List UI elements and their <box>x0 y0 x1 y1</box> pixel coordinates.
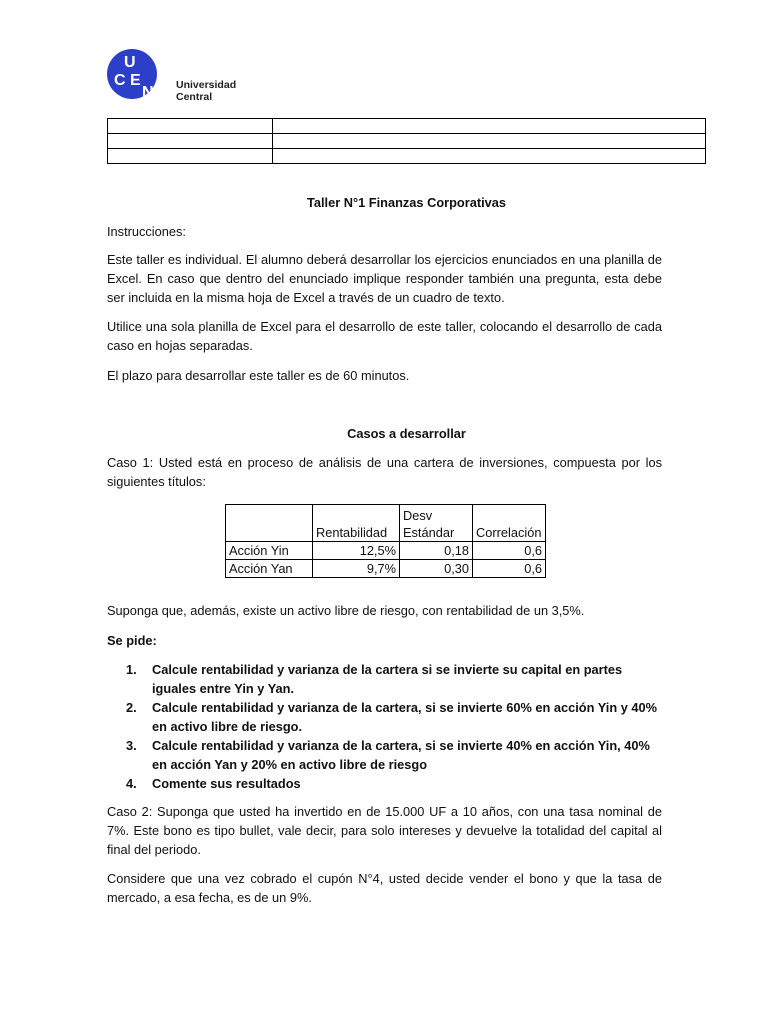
table-cell: 0,18 <box>400 542 473 560</box>
university-name-line1: Universidad <box>176 79 237 91</box>
casos-title: Casos a desarrollar <box>347 426 466 441</box>
table-cell[interactable] <box>108 134 273 149</box>
caso1-intro: Caso 1: Usted está en proceso de análisis de una cartera de inversiones, compuesta por los siguientes títulos: <box>107 455 662 489</box>
list-number: 3. <box>126 738 137 753</box>
table-cell[interactable] <box>273 149 706 164</box>
list-item <box>126 774 666 793</box>
table-cell: 12,5% <box>313 542 400 560</box>
se-pide-label: Se pide: <box>107 633 157 648</box>
table-cell[interactable] <box>273 119 706 134</box>
logo-letter-c: C <box>114 72 126 89</box>
table-cell: 0,6 <box>473 542 546 560</box>
table-header-row <box>226 505 546 542</box>
paragraph-3: El plazo para desarrollar este taller es de 60 minutos. <box>107 368 410 383</box>
table-cell: 0,6 <box>473 560 546 578</box>
list-item <box>126 736 666 774</box>
university-name-line2: Central <box>176 91 213 103</box>
document-title: Taller N°1 Finanzas Corporativas <box>306 195 507 210</box>
list-text: Comente sus resultados <box>152 776 301 791</box>
instructions-label: Instrucciones: <box>107 224 186 239</box>
list-text: Calcule rentabilidad y varianza de la cartera, si se invierte 40% en acción Yin, 40% en acción Yan y 20% en activo libre de riesgo <box>152 738 650 772</box>
university-name <box>176 79 236 103</box>
table-row <box>108 119 706 134</box>
table-cell: 9,7% <box>313 560 400 578</box>
table-row <box>108 134 706 149</box>
list-number: 2. <box>126 700 137 715</box>
list-number: 4. <box>126 776 137 791</box>
student-info-table <box>107 118 706 164</box>
paragraph-1: Este taller es individual. El alumno deberá desarrollar los ejercicios enunciados en una planilla de Excel. En caso que dentro del enunciado implique responder también una pregunta, esta debe ser incluida en la misma hoja de Excel a través de un cuadro de texto. <box>107 252 662 305</box>
caso2-text: Caso 2: Suponga que usted ha invertido en de 15.000 UF a 10 años, con una tasa nominal de 7%. Este bono es tipo bullet, vale decir, para solo intereses y devuelve la totalidad del capital al final del periodo. <box>107 804 662 857</box>
table-header-cell <box>226 505 313 542</box>
table-cell: Acción Yan <box>226 560 313 578</box>
logo-letter-e: E <box>130 72 141 89</box>
paragraph-2: Utilice una sola planilla de Excel para el desarrollo de este taller, colocando el desarrollo de cada caso en hojas separadas. <box>107 319 662 353</box>
list-item <box>126 660 666 698</box>
list-number: 1. <box>126 662 137 677</box>
task-list <box>126 660 666 793</box>
table-cell: 0,30 <box>400 560 473 578</box>
table-header-rentabilidad: Rentabilidad <box>313 505 400 542</box>
table-row <box>226 542 546 560</box>
list-text: Calcule rentabilidad y varianza de la cartera, si se invierte 60% en acción Yin y 40% en activo libre de riesgo. <box>152 700 658 734</box>
logo-letter-u: U <box>124 54 136 71</box>
securities-table <box>225 504 546 578</box>
table-cell[interactable] <box>273 134 706 149</box>
table-cell: Acción Yin <box>226 542 313 560</box>
table-header-correlacion: Correlación <box>473 505 546 542</box>
table-row <box>226 560 546 578</box>
table-cell[interactable] <box>108 119 273 134</box>
logo-letter-n: N <box>142 84 154 101</box>
list-text: Calcule rentabilidad y varianza de la cartera si se invierte su capital en partes iguales entre Yin y Yan. <box>152 662 623 696</box>
table-row <box>108 149 706 164</box>
table-cell[interactable] <box>108 149 273 164</box>
considere-text: Considere que una vez cobrado el cupón N°4, usted decide vender el bono y que la tasa de mercado, a esa fecha, es de un 9%. <box>107 871 662 905</box>
list-item <box>126 698 666 736</box>
suponga-text: Suponga que, además, existe un activo libre de riesgo, con rentabilidad de un 3,5%. <box>107 603 585 618</box>
table-header-desv: Desv Estándar <box>400 505 473 542</box>
